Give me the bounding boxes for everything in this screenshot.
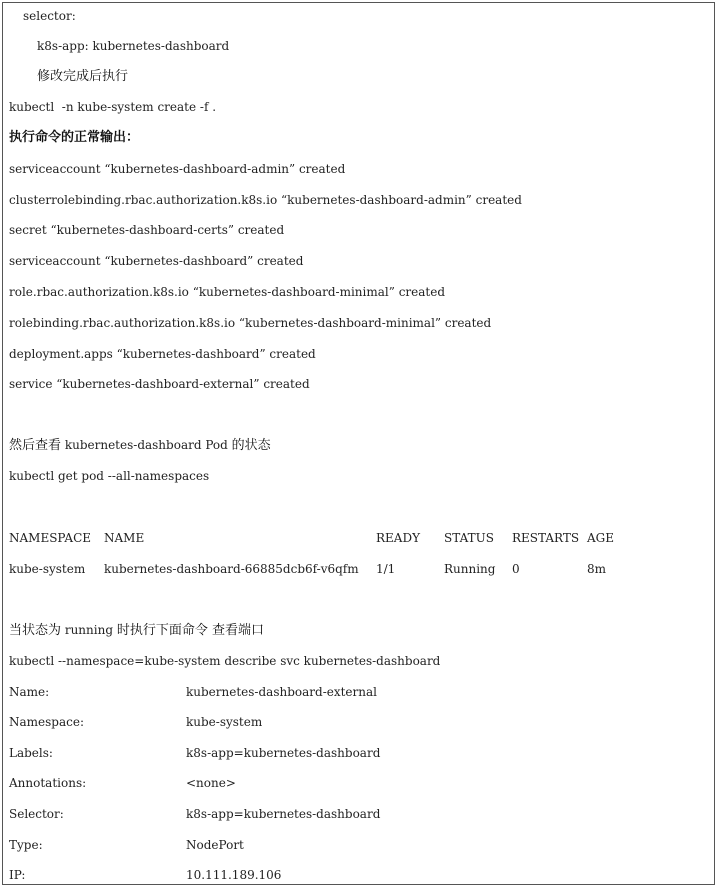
pod-table-header: RESTARTS: [512, 531, 580, 545]
when-running-word: running: [61, 623, 117, 637]
get-pod-command: kubectl get pod --all-namespaces: [9, 469, 210, 483]
svc-key: Annotations:: [9, 776, 87, 790]
normal-output-heading: 执行命令的正常输出：: [9, 130, 140, 145]
svc-key: Name:: [9, 685, 50, 699]
create-command: kubectl -n kube-system create -f .: [9, 100, 217, 114]
describe-command: kubectl --namespace=kube-system describe svc kubernetes-dashboard: [9, 654, 441, 668]
svc-value: NodePort: [186, 838, 244, 852]
pod-table-cell: kubernetes-dashboard-66885dcb6f-v6qfm: [104, 562, 359, 576]
output-line: serviceaccount “kubernetes-dashboard” created: [9, 254, 304, 268]
svc-key: Labels:: [9, 746, 53, 760]
svc-value: kube-system: [186, 715, 263, 729]
output-line: secret “kubernetes-dashboard-certs” created: [9, 223, 285, 237]
document-frame: [2, 2, 715, 885]
pod-table-cell: Running: [444, 562, 496, 576]
svc-value: k8s-app=kubernetes-dashboard: [186, 746, 381, 760]
when-running-suffix: 时执行下面命令 查看端口: [116, 623, 264, 638]
pod-table-header: NAMESPACE: [9, 531, 92, 545]
check-pod-note: [9, 437, 271, 454]
output-line: role.rbac.authorization.k8s.io “kubernetes-dashboard-minimal” created: [9, 285, 446, 299]
pod-table-header: READY: [376, 531, 421, 545]
pod-table-cell: 0: [512, 562, 520, 576]
check-pod-prefix: 然后查看: [9, 438, 62, 453]
svc-value: kubernetes-dashboard-external: [186, 685, 377, 699]
svc-value: k8s-app=kubernetes-dashboard: [186, 807, 381, 821]
pod-table-header: AGE: [587, 531, 615, 545]
output-line: deployment.apps “kubernetes-dashboard” created: [9, 347, 316, 361]
check-pod-name: kubernetes-dashboard Pod: [61, 438, 232, 452]
svc-value: <none>: [186, 776, 236, 790]
when-running-note: [9, 622, 264, 639]
output-line: service “kubernetes-dashboard-external” created: [9, 377, 310, 391]
svc-key: Type:: [9, 838, 43, 852]
after-edit-note: 修改完成后执行: [37, 69, 129, 84]
svc-key: Selector:: [9, 807, 64, 821]
check-pod-suffix: 的状态: [231, 438, 271, 453]
when-running-prefix: 当状态为: [9, 623, 62, 638]
pod-table-header: NAME: [104, 531, 145, 545]
pod-table-header: STATUS: [444, 531, 494, 545]
pod-table-cell: 8m: [587, 562, 607, 576]
selector-line: selector:: [23, 9, 76, 23]
output-line: rolebinding.rbac.authorization.k8s.io “kubernetes-dashboard-minimal” created: [9, 316, 492, 330]
pod-table-cell: 1/1: [376, 562, 396, 576]
k8s-app-line: k8s-app: kubernetes-dashboard: [37, 39, 230, 53]
pod-table-cell: kube-system: [9, 562, 86, 576]
svc-key: IP:: [9, 868, 26, 882]
output-line: clusterrolebinding.rbac.authorization.k8s.io “kubernetes-dashboard-admin” created: [9, 193, 522, 207]
output-line: serviceaccount “kubernetes-dashboard-admin” created: [9, 162, 346, 176]
svc-key: Namespace:: [9, 715, 84, 729]
svc-value: 10.111.189.106: [186, 868, 282, 882]
